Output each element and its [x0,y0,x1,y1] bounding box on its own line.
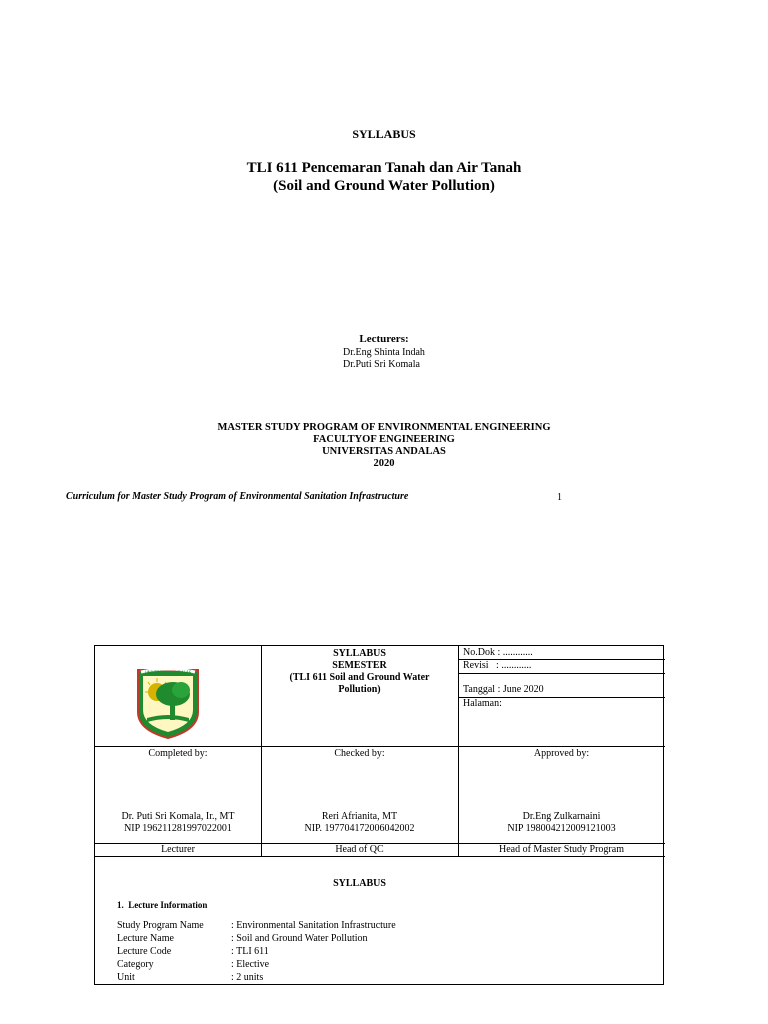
info-value-lecture-name: : Soil and Ground Water Pollution [231,933,368,944]
institution-line-2: FACULTYOF ENGINEERING [313,434,455,445]
completed-by-nip: NIP 196211281997022001 [124,823,232,834]
approved-by-label: Approved by: [533,748,590,759]
title-line-4: Pollution) [338,684,381,695]
info-value-lecture-code: : TLI 611 [231,946,269,957]
info-value-category: : Elective [231,959,270,970]
info-label-unit: Unit [117,972,135,983]
title-line-2: SEMESTER [332,660,387,671]
lecturers-label: Lecturers: [359,333,409,345]
tanggal: Tanggal : June 2020 [463,684,544,695]
section-lecture-information: 1. Lecture Information [117,900,208,910]
lecturer-1: Dr.Eng Shinta Indah [343,347,425,358]
no-dok: No.Dok : ............ [463,647,533,658]
document-control-table [94,645,664,985]
info-label-program: Study Program Name [117,920,204,931]
role-head-program: Head of Master Study Program [499,844,624,855]
info-label-lecture-code: Lecture Code [117,946,172,957]
page-number: 1 [557,492,562,503]
completed-by-label: Completed by: [148,748,208,759]
syllabus-title-cell [261,648,458,696]
role-lecturer: Lecturer [161,844,195,855]
university-logo-icon [133,664,203,740]
course-title-line1: TLI 611 Pencemaran Tanah dan Air Tanah [246,160,522,176]
info-label-lecture-name: Lecture Name [117,933,174,944]
institution-line-1: MASTER STUDY PROGRAM OF ENVIRONMENTAL ENGINEERING [217,422,551,433]
course-title [0,159,768,195]
info-value-program: : Environmental Sanitation Infrastructure [231,920,396,931]
revisi: Revisi : ............ [463,660,532,671]
course-title-line2: (Soil and Ground Water Pollution) [273,178,495,194]
svg-text:UNIVERSITAS ANDALAS: UNIVERSITAS ANDALAS [144,670,192,675]
lecturer-2: Dr.Puti Sri Komala [343,359,420,370]
cover-heading: SYLLABUS [352,127,416,141]
institution-line-3: UNIVERSITAS ANDALAS [322,446,446,457]
approved-by-nip: NIP 198004212009121003 [507,823,616,834]
info-label-category: Category [117,959,154,970]
halaman: Halaman: [463,698,502,709]
section-title: SYLLABUS [333,878,386,889]
institution-year: 2020 [373,458,395,469]
title-line-1: SYLLABUS [333,648,386,659]
approved-by-name: Dr.Eng Zulkarnaini [522,811,601,822]
checked-by-label: Checked by: [334,748,385,759]
checked-by-name: Reri Afrianita, MT [321,811,398,822]
title-line-3: (TLI 611 Soil and Ground Water [289,672,430,683]
info-value-unit: : 2 units [231,972,264,983]
page-footer: Curriculum for Master Study Program of Environmental Sanitation Infrastructure [66,491,409,502]
completed-by-name: Dr. Puti Sri Komala, Ir., MT [121,811,235,822]
checked-by-nip: NIP. 197704172006042002 [304,823,415,834]
role-head-qc: Head of QC [335,844,384,855]
